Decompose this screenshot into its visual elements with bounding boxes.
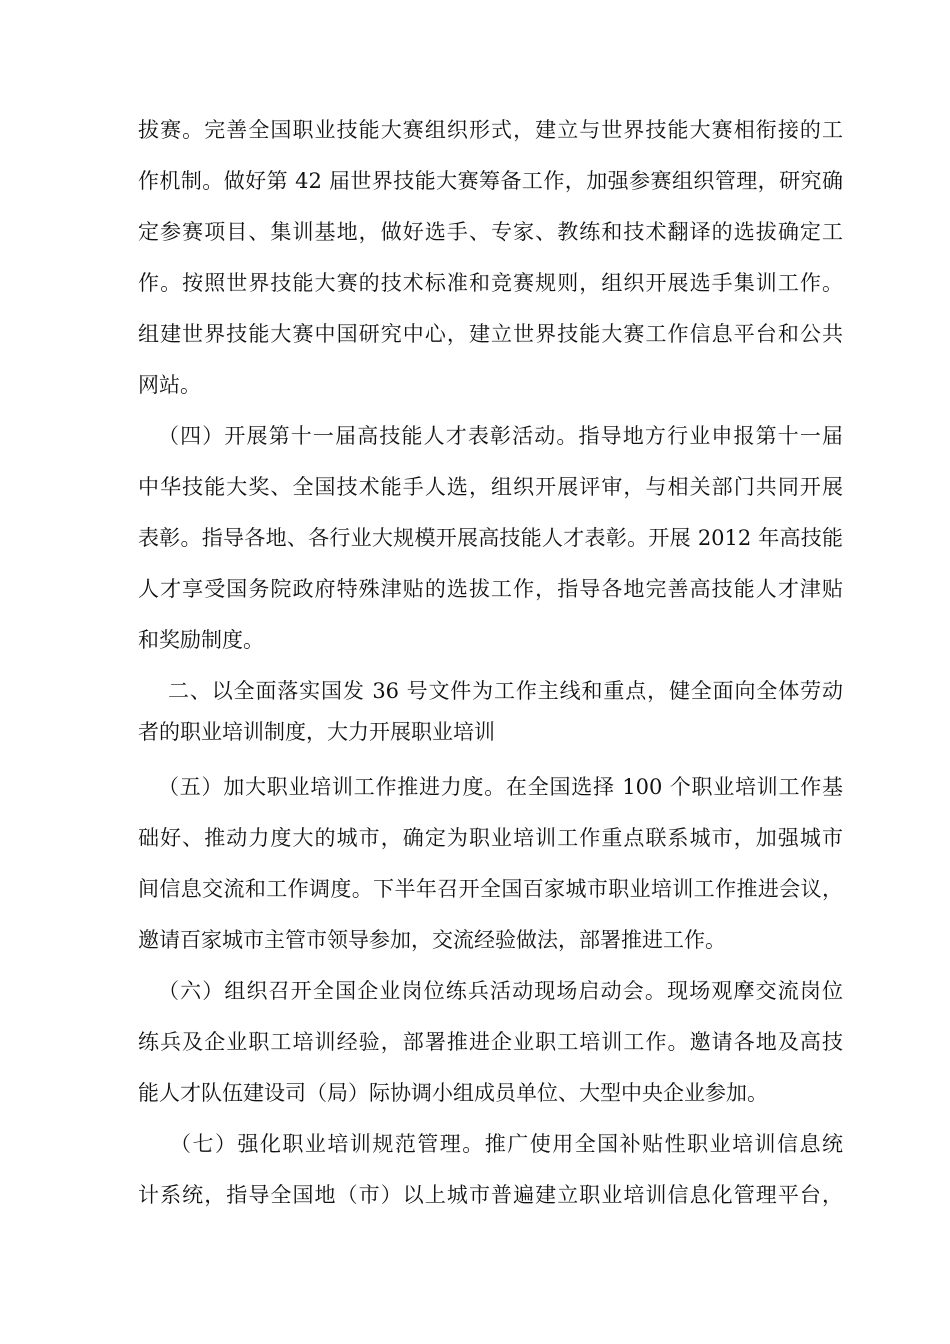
text-line: 能人才队伍建设司（局）际协调小组成员单位、大型中央企业参加。 bbox=[138, 1081, 768, 1105]
text-line: 邀请百家城市主管市领导参加，交流经验做法，部署推进工作。 bbox=[138, 928, 726, 952]
text-line: 者的职业培训制度，大力开展职业培训 bbox=[138, 720, 495, 744]
text-line: 计系统，指导全国地（市）以上城市普遍建立职业培训信息化管理平台， bbox=[138, 1183, 843, 1207]
section-heading-5: （五）加大职业培训工作推进力度。在全国选择 100 个职业培训工作基 bbox=[158, 775, 843, 799]
text-line: 作。按照世界技能大赛的技术标准和竞赛规则，组织开展选手集训工作。 bbox=[138, 271, 843, 295]
section-heading-4: （四）开展第十一届高技能人才表彰活动。指导地方行业申报第十一届 bbox=[158, 424, 843, 448]
text-line: 和奖励制度。 bbox=[138, 628, 264, 652]
section-heading-2: 二、以全面落实国发 36 号文件为工作主线和重点，健全面向全体劳动 bbox=[168, 679, 843, 703]
text-line: 拔赛。完善全国职业技能大赛组织形式，建立与世界技能大赛相衔接的工 bbox=[138, 118, 843, 142]
text-line: 间信息交流和工作调度。下半年召开全国百家城市职业培训工作推进会议， bbox=[138, 877, 843, 901]
text-line: 练兵及企业职工培训经验，部署推进企业职工培训工作。邀请各地及高技 bbox=[138, 1030, 843, 1054]
text-line: 表彰。指导各地、各行业大规模开展高技能人才表彰。开展 2012 年高技能 bbox=[138, 526, 843, 550]
text-line: 作机制。做好第 42 届世界技能大赛筹备工作，加强参赛组织管理，研究确 bbox=[138, 169, 843, 193]
text-line: 网站。 bbox=[138, 373, 201, 397]
text-line: 中华技能大奖、全国技术能手人选，组织开展评审，与相关部门共同开展 bbox=[138, 475, 843, 499]
text-line: 础好、推动力度大的城市，确定为职业培训工作重点联系城市，加强城市 bbox=[138, 826, 843, 850]
text-line: 人才享受国务院政府特殊津贴的选拔工作，指导各地完善高技能人才津贴 bbox=[138, 577, 843, 601]
section-heading-7: （七）强化职业培训规范管理。推广使用全国补贴性职业培训信息统 bbox=[170, 1132, 843, 1156]
section-heading-6: （六）组织召开全国企业岗位练兵活动现场启动会。现场观摩交流岗位 bbox=[158, 979, 843, 1003]
text-line: 组建世界技能大赛中国研究中心，建立世界技能大赛工作信息平台和公共 bbox=[138, 322, 843, 346]
text-line: 定参赛项目、集训基地，做好选手、专家、教练和技术翻译的选拔确定工 bbox=[138, 220, 843, 244]
